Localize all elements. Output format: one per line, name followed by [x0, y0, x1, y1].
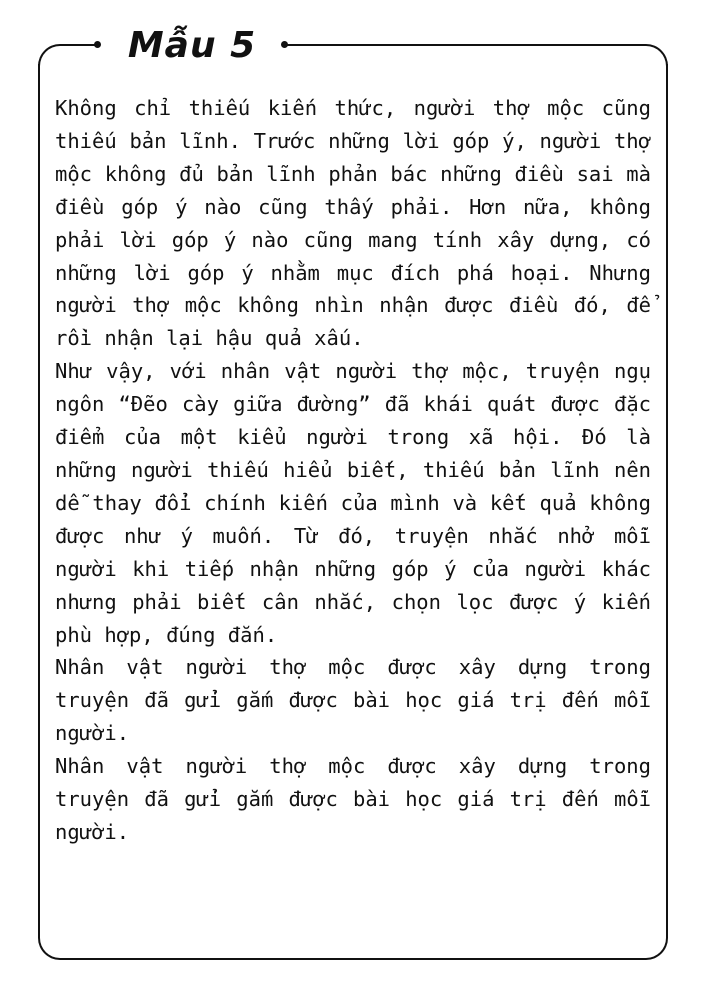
- page-title: Mẫu 5: [127, 25, 257, 66]
- paragraph-3: Nhân vật người thợ mộc được xây dựng trong truyện đã gửi gắm được bài học giá trị đến mỗi người.: [55, 655, 651, 746]
- body-text: [55, 92, 651, 849]
- frame-top-left-line: [38, 44, 98, 66]
- paragraph-2: Như vậy, với nhân vật người thợ mộc, truyện ngụ ngôn “Đẽo cày giữa đường” đã khái quát được đặc điểm của một kiểu người trong xã hội. Đó là những người thiếu hiểu biết, thiếu bản lĩnh nên dễ thay đổi chính kiến của mình và kết quả không được như ý muốn. Từ đó, truyện nhắc nhở mỗi người khi tiếp nhận những góp ý của người khác nhưng phải biết cân nhắc, chọn lọc được ý kiến phù hợp, đúng đắn.: [55, 359, 651, 647]
- paragraph-1: Không chỉ thiếu kiến thức, người thợ mộc cũng thiếu bản lĩnh. Trước những lời góp ý, người thợ mộc không đủ bản lĩnh phản bác những điều sai mà điều góp ý nào cũng thấy phải. Hơn nữa, không phải lời góp ý nào cũng mang tính xây dựng, có những lời góp ý nhằm mục đích phá hoại. Nhưng người thợ mộc không nhìn nhận được điều đó, để rồi nhận lại hậu quả xấu.: [55, 96, 651, 351]
- title-left-dot: [94, 41, 101, 48]
- frame-top-right-line: [285, 44, 668, 66]
- paragraph-4: Nhân vật người thợ mộc được xây dựng trong truyện đã gửi gắm được bài học giá trị đến mỗi người.: [55, 754, 651, 844]
- title-right-dot: [281, 41, 288, 48]
